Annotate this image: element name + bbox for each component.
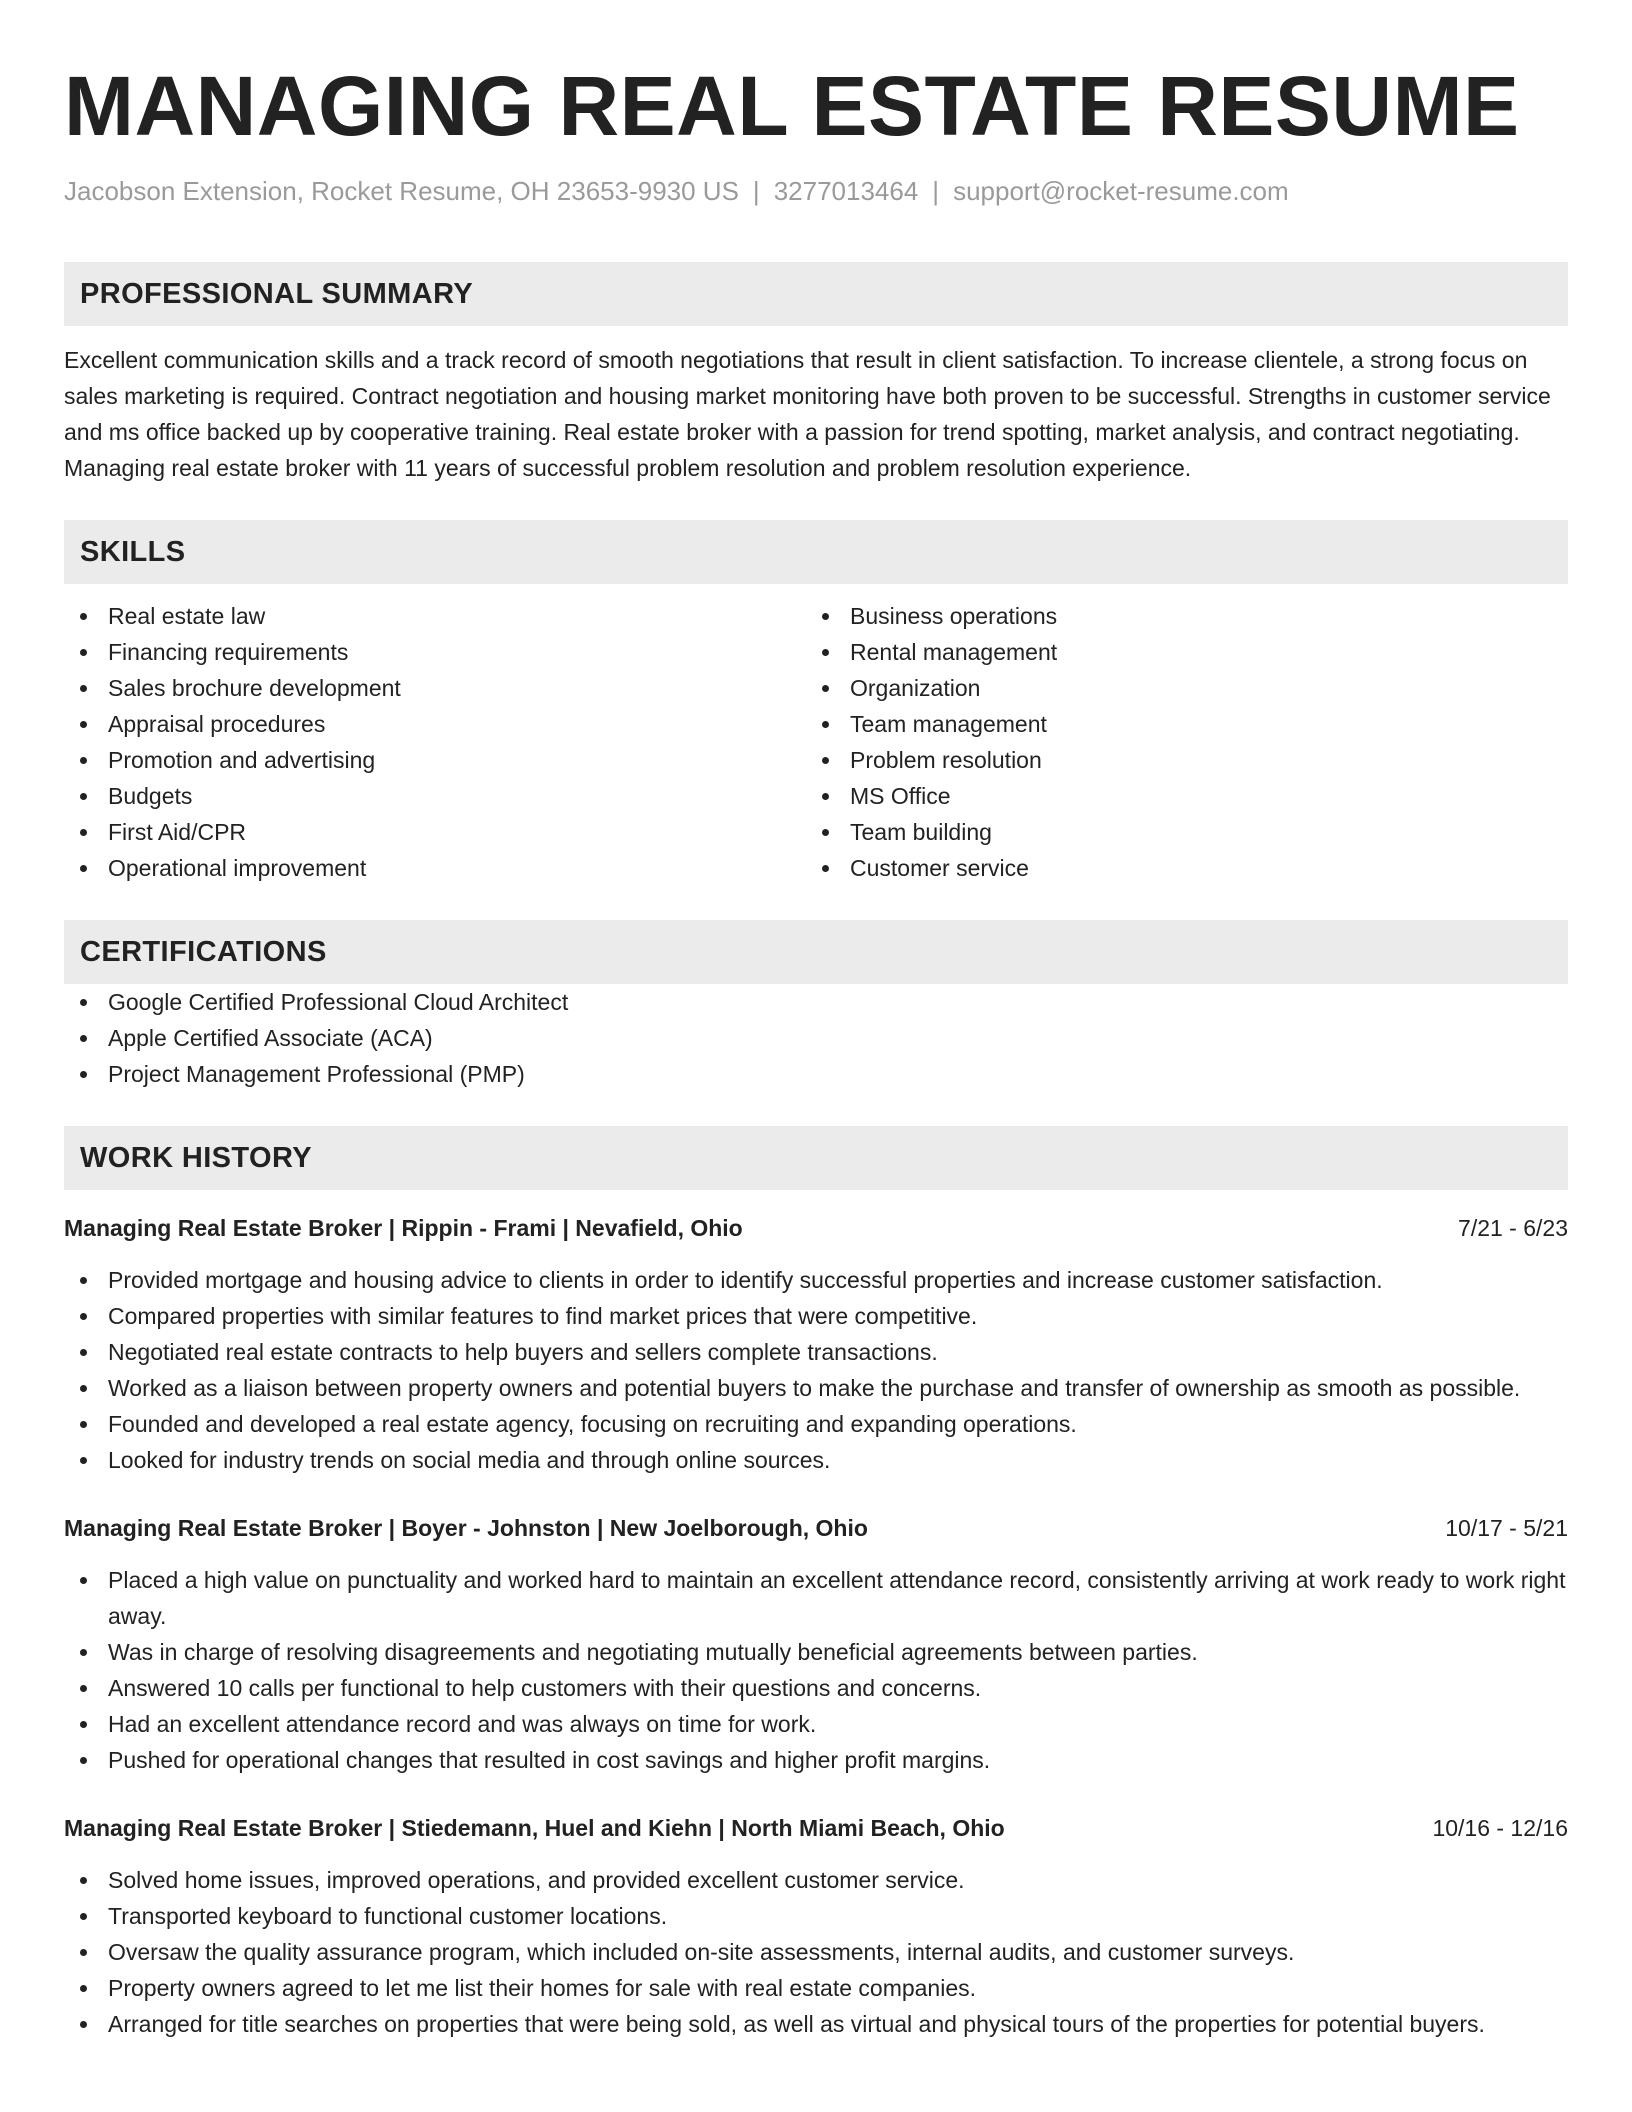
job-title: Managing Real Estate Broker | Stiedemann, Huel and Kiehn | North Miami Beach, Ohio bbox=[64, 1815, 1005, 1841]
skill-item: MS Office bbox=[806, 778, 1548, 814]
skill-item: Problem resolution bbox=[806, 742, 1548, 778]
skill-item: Team management bbox=[806, 706, 1548, 742]
skill-item: First Aid/CPR bbox=[64, 814, 806, 850]
job-header bbox=[64, 1510, 1568, 1546]
job-bullet: Had an excellent attendance record and was always on time for work. bbox=[64, 1706, 1568, 1742]
certification-item: Apple Certified Associate (ACA) bbox=[64, 1020, 1568, 1056]
job-bullet: Transported keyboard to functional customer locations. bbox=[64, 1898, 1568, 1934]
certifications-heading: CERTIFICATIONS bbox=[64, 920, 1568, 984]
job-entry bbox=[64, 1810, 1568, 2042]
certification-item: Project Management Professional (PMP) bbox=[64, 1056, 1568, 1092]
job-bullet: Property owners agreed to let me list their homes for sale with real estate companies. bbox=[64, 1970, 1568, 2006]
summary-heading: PROFESSIONAL SUMMARY bbox=[64, 262, 1568, 326]
job-bullet: Compared properties with similar features to find market prices that were competitive. bbox=[64, 1298, 1568, 1334]
job-bullet: Answered 10 calls per functional to help customers with their questions and concerns. bbox=[64, 1670, 1568, 1706]
skill-item: Organization bbox=[806, 670, 1548, 706]
skill-item: Real estate law bbox=[64, 598, 806, 634]
skill-item: Financing requirements bbox=[64, 634, 806, 670]
resume-title: MANAGING REAL ESTATE RESUME bbox=[64, 59, 1520, 153]
contact-separator: | bbox=[932, 176, 940, 206]
skill-item: Appraisal procedures bbox=[64, 706, 806, 742]
job-title: Managing Real Estate Broker | Boyer - Johnston | New Joelborough, Ohio bbox=[64, 1515, 868, 1541]
summary-text: Excellent communication skills and a track record of smooth negotiations that result in client satisfaction. To increase clientele, a strong focus on sales marketing is required. Contract negotiation and housing market monitoring have both proven to be successful. Strengths in customer service and ms office backed up by cooperative training. Real estate broker with a passion for trend spotting, market analysis, and contract negotiating. Managing real estate broker with 11 years of successful problem resolution and problem resolution experience. bbox=[64, 347, 1551, 481]
job-entry bbox=[64, 1510, 1568, 1778]
job-bullet: Provided mortgage and housing advice to clients in order to identify successful properties and increase customer satisfaction. bbox=[64, 1262, 1568, 1298]
certification-item: Google Certified Professional Cloud Architect bbox=[64, 984, 1568, 1020]
contact-address: Jacobson Extension, Rocket Resume, OH 23653-9930 US bbox=[64, 176, 739, 206]
contact-line bbox=[64, 174, 1568, 208]
job-bullet: Pushed for operational changes that resulted in cost savings and higher profit margins. bbox=[64, 1742, 1568, 1778]
job-bullets bbox=[64, 1562, 1568, 1778]
job-bullet: Looked for industry trends on social media and through online sources. bbox=[64, 1442, 1568, 1478]
job-bullet: Solved home issues, improved operations, and provided excellent customer service. bbox=[64, 1862, 1568, 1898]
skills-list bbox=[64, 598, 1568, 886]
job-bullet: Placed a high value on punctuality and worked hard to maintain an excellent attendance record, consistently arriving at work ready to work right away. bbox=[64, 1562, 1568, 1634]
certifications-list bbox=[64, 984, 1568, 1092]
job-bullet: Oversaw the quality assurance program, which included on-site assessments, internal audits, and customer surveys. bbox=[64, 1934, 1568, 1970]
skill-item: Sales brochure development bbox=[64, 670, 806, 706]
job-bullet: Arranged for title searches on properties that were being sold, as well as virtual and physical tours of the properties for potential buyers. bbox=[64, 2006, 1568, 2042]
job-dates: 7/21 - 6/23 bbox=[1458, 1215, 1568, 1241]
skills-column-left bbox=[64, 598, 806, 886]
job-bullets bbox=[64, 1262, 1568, 1478]
job-title: Managing Real Estate Broker | Rippin - Frami | Nevafield, Ohio bbox=[64, 1215, 743, 1241]
skills-heading: SKILLS bbox=[64, 520, 1568, 584]
work-history-heading: WORK HISTORY bbox=[64, 1126, 1568, 1190]
job-header bbox=[64, 1810, 1568, 1846]
job-dates: 10/17 - 5/21 bbox=[1445, 1515, 1568, 1541]
skill-item: Budgets bbox=[64, 778, 806, 814]
skill-item: Business operations bbox=[806, 598, 1548, 634]
job-bullet: Negotiated real estate contracts to help buyers and sellers complete transactions. bbox=[64, 1334, 1568, 1370]
resume-page bbox=[64, 0, 1568, 2042]
skills-column-right bbox=[806, 598, 1548, 886]
job-bullet: Was in charge of resolving disagreements and negotiating mutually beneficial agreements between parties. bbox=[64, 1634, 1568, 1670]
job-bullets bbox=[64, 1862, 1568, 2042]
job-bullet: Worked as a liaison between property owners and potential buyers to make the purchase and transfer of ownership as smooth as possible. bbox=[64, 1370, 1568, 1406]
skill-item: Promotion and advertising bbox=[64, 742, 806, 778]
skill-item: Operational improvement bbox=[64, 850, 806, 886]
contact-phone: 3277013464 bbox=[773, 176, 919, 206]
skill-item: Team building bbox=[806, 814, 1548, 850]
contact-separator: | bbox=[752, 176, 760, 206]
job-dates: 10/16 - 12/16 bbox=[1432, 1815, 1568, 1841]
skill-item: Customer service bbox=[806, 850, 1548, 886]
job-bullet: Founded and developed a real estate agency, focusing on recruiting and expanding operations. bbox=[64, 1406, 1568, 1442]
skill-item: Rental management bbox=[806, 634, 1548, 670]
contact-email: support@rocket-resume.com bbox=[953, 176, 1289, 206]
job-entry bbox=[64, 1210, 1568, 1478]
job-header bbox=[64, 1210, 1568, 1246]
